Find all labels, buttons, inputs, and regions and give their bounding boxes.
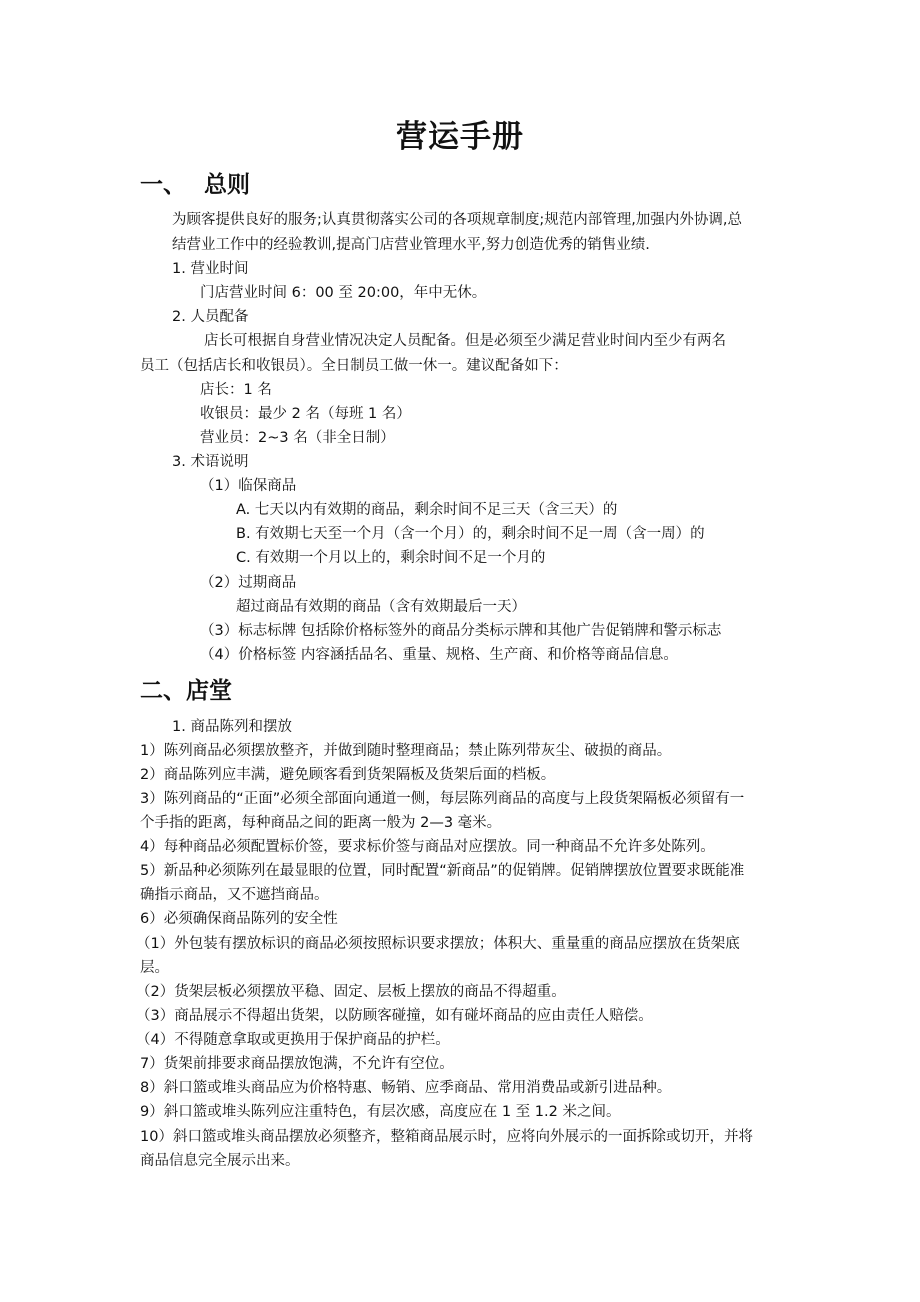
rule-line: 3）陈列商品的“正面”必须全部面向通道一侧，每层陈列商品的高度与上段货架隔板必须留有一 [140, 791, 745, 807]
rule-line: 确指示商品，又不遮挡商品。 [140, 887, 329, 903]
term-detail: 超过商品有效期的商品（含有效期最后一天） [236, 599, 526, 615]
term-label: （4）价格标签 内容涵括品名、重量、规格、生产商、和价格等商品信息。 [200, 647, 678, 663]
intro-line: 为顾客提供良好的服务;认真贯彻落实公司的各项规章制度;规范内部管理,加强内外协调,总 [172, 212, 742, 228]
section-number: 一、 [140, 172, 186, 198]
staffing-text: 员工（包括店长和收银员）。全日制员工做一休一。建议配备如下： [140, 358, 568, 374]
term-detail: C. 有效期一个月以上的，剩余时间不足一个月的 [236, 550, 546, 566]
section-title: 总则 [204, 172, 250, 198]
rule-line: 7）货架前排要求商品摆放饱满，不允许有空位。 [140, 1056, 454, 1072]
rule-line: 10）斜口篮或堆头商品摆放必须整齐，整箱商品展示时，应将向外展示的一面拆除或切开，并将 [140, 1129, 753, 1145]
item-label-display: 1. 商品陈列和摆放 [172, 719, 292, 735]
staff-manager: 店长：1 名 [200, 382, 272, 398]
item-label-terms: 3. 术语说明 [172, 454, 249, 470]
intro-line: 结营业工作中的经验教训,提高门店营业管理水平,努力创造优秀的销售业绩. [172, 237, 650, 253]
hours-text: 门店营业时间 6：00 至 20:00，年中无休。 [200, 285, 487, 301]
rule-line: 9）斜口篮或堆头陈列应注重特色，有层次感，高度应在 1 至 1.2 米之间。 [140, 1104, 621, 1120]
term-label: （3）标志标牌 包括除价格标签外的商品分类标示牌和其他广告促销牌和警示标志 [200, 623, 722, 639]
rule-subline: （1）外包装有摆放标识的商品必须按照标识要求摆放；体积大、重量重的商品应摆放在货架底 [136, 936, 740, 952]
rule-line: 5）新品种必须陈列在最显眼的位置，同时配置“新商品”的促销牌。促销牌摆放位置要求既能准 [140, 863, 745, 879]
staff-cashier: 收银员：最少 2 名（每班 1 名） [200, 406, 411, 422]
section-heading-store: 二、店堂 [140, 678, 232, 704]
rule-line: 个手指的距离，每种商品之间的距离一般为 2—3 毫米。 [140, 815, 502, 831]
rule-line: 商品信息完全展示出来。 [140, 1153, 300, 1169]
section-heading-general [140, 170, 250, 200]
page-title: 营运手册 [396, 119, 524, 155]
rule-subline: （4）不得随意拿取或更换用于保护商品的护栏。 [136, 1032, 450, 1048]
term-label: （2）过期商品 [200, 575, 297, 591]
staffing-text: 店长可根据自身营业情况决定人员配备。但是必须至少满足营业时间内至少有两名 [204, 333, 726, 349]
rule-subline: （3）商品展示不得超出货架，以防顾客碰撞，如有碰坏商品的应由责任人赔偿。 [136, 1008, 653, 1024]
rule-subline: （2）货架层板必须摆放平稳、固定、层板上摆放的商品不得超重。 [136, 984, 566, 1000]
rule-line: 2）商品陈列应丰满，避免顾客看到货架隔板及货架后面的档板。 [140, 767, 556, 783]
rule-line: 8）斜口篮或堆头商品应为价格特惠、畅销、应季商品、常用消费品或新引进品种。 [140, 1080, 672, 1096]
staff-sales: 营业员：2~3 名（非全日制） [200, 430, 395, 446]
term-label: （1）临保商品 [200, 478, 297, 494]
item-label-staffing: 2. 人员配备 [172, 309, 249, 325]
item-label-hours: 1. 营业时间 [172, 261, 249, 277]
rule-line: 4）每种商品必须配置标价签，要求标价签与商品对应摆放。同一种商品不允许多处陈列。 [140, 839, 715, 855]
term-detail: A. 七天以内有效期的商品，剩余时间不足三天（含三天）的 [236, 502, 618, 518]
rule-subline: 层。 [140, 960, 169, 976]
term-detail: B. 有效期七天至一个月（含一个月）的，剩余时间不足一周（含一周）的 [236, 526, 705, 542]
rule-line: 1）陈列商品必须摆放整齐，并做到随时整理商品；禁止陈列带灰尘、破损的商品。 [140, 743, 672, 759]
rule-line: 6）必须确保商品陈列的安全性 [140, 911, 338, 927]
